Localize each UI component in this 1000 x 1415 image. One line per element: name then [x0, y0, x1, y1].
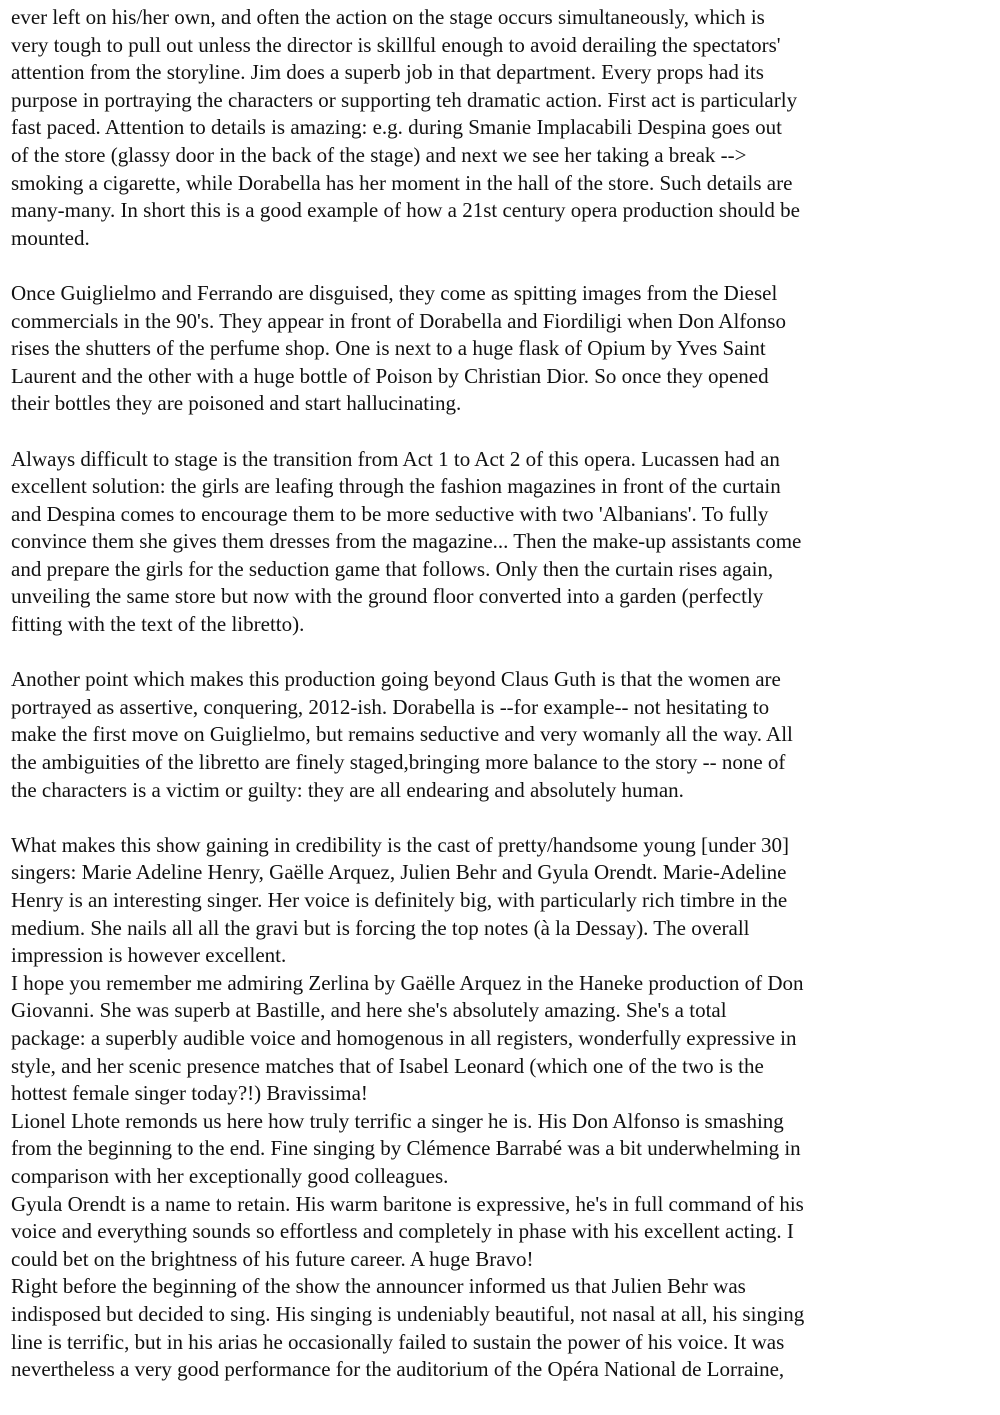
text-line: style, and her scenic presence matches that of Isabel Leonard (which one of the two is the — [11, 1053, 764, 1078]
text-line: of the store (glassy door in the back of the stage) and next we see her taking a break --> — [11, 142, 747, 167]
paragraph — [11, 832, 986, 1384]
text-line: the characters is a victim or guilty: they are all endearing and absolutely human. — [11, 777, 684, 802]
text-line: portrayed as assertive, conquering, 2012-ish. Dorabella is --for example-- not hesitating to — [11, 694, 770, 719]
text-line: I hope you remember me admiring Zerlina by Gaëlle Arquez in the Haneke production of Don — [11, 970, 804, 995]
text-line: Lionel Lhote remonds us here how truly terrific a singer he is. His Don Alfonso is smashing — [11, 1108, 784, 1133]
paragraph — [11, 4, 986, 252]
text-line: Right before the beginning of the show the announcer informed us that Julien Behr was — [11, 1274, 746, 1299]
text-line: Henry is an interesting singer. Her voice is definitely big, with particularly rich timbre in the — [11, 888, 788, 912]
text-line: unveiling the same store but now with the ground floor converted into a garden (perfectly — [11, 584, 764, 609]
paragraph — [11, 446, 986, 639]
text-line: the ambiguities of the libretto are finely staged,bringing more balance to the story -- none of — [11, 750, 786, 775]
text-line: What makes this show gaining in credibility is the cast of pretty/handsome young [under 30] — [11, 832, 790, 857]
text-line: line is terrific, but in his arias he occasionally failed to sustain the power of his voice. It was — [11, 1329, 785, 1354]
text-line: smoking a cigarette, while Dorabella has her moment in the hall of the store. Such details are — [11, 170, 793, 195]
text-line: excellent solution: the girls are leafing through the fashion magazines in front of the curtain — [11, 474, 781, 499]
paragraph — [11, 280, 986, 418]
text-line: many-many. In short this is a good example of how a 21st century opera production should be — [11, 198, 800, 223]
text-line: ever left on his/her own, and often the action on the stage occurs simultaneously, which is — [11, 5, 765, 29]
text-line: attention from the storyline. Jim does a superb job in that department. Every props had its — [11, 60, 764, 85]
text-line: Always difficult to stage is the transition from Act 1 to Act 2 of this opera. Lucassen had an — [11, 446, 780, 471]
text-line: rises the shutters of the perfume shop. One is next to a huge flask of Opium by Yves Saint — [11, 336, 766, 361]
text-line: convince them she gives them dresses from the magazine... Then the make-up assistants come — [11, 529, 802, 554]
text-line: very tough to pull out unless the director is skillful enough to avoid derailing the spectators' — [11, 32, 781, 57]
text-line: and prepare the girls for the seduction game that follows. Only then the curtain rises again, — [11, 556, 774, 581]
text-line: Another point which makes this production going beyond Claus Guth is that the women are — [11, 667, 781, 692]
text-line: Once Guiglielmo and Ferrando are disguised, they come as spitting images from the Diesel — [11, 280, 778, 305]
text-line: package: a superbly audible voice and homogenous in all registers, wonderfully expressive in — [11, 1025, 797, 1050]
text-line: singers: Marie Adeline Henry, Gaëlle Arquez, Julien Behr and Gyula Orendt. Marie-Adeline — [11, 860, 787, 885]
text-line: impression is however excellent. — [11, 943, 287, 968]
text-line: their bottles they are poisoned and start hallucinating. — [11, 391, 462, 416]
text-line: medium. She nails all all the gravi but is forcing the top notes (à la Dessay). The overall — [11, 915, 750, 940]
text-line: mounted. — [11, 225, 90, 250]
text-line: make the first move on Guiglielmo, but remains seductive and very womanly all the way. All — [11, 722, 793, 747]
text-line: Laurent and the other with a huge bottle of Poison by Christian Dior. So once they opened — [11, 363, 769, 388]
text-line: hottest female singer today?!) Bravissima! — [11, 1081, 368, 1106]
text-line: Gyula Orendt is a name to retain. His warm baritone is expressive, he's in full command of his — [11, 1191, 804, 1216]
text-line: voice and everything sounds so effortless and completely in phase with his excellent acting. I — [11, 1219, 794, 1244]
text-line: indisposed but decided to sing. His singing is undeniably beautiful, not nasal at all, his singing — [11, 1301, 805, 1326]
text-line: fitting with the text of the libretto). — [11, 612, 305, 637]
text-line: purpose in portraying the characters or supporting teh dramatic action. First act is particularly — [11, 87, 798, 112]
paragraph — [11, 666, 986, 804]
text-line: fast paced. Attention to details is amazing: e.g. during Smanie Implacabili Despina goes out — [11, 115, 782, 140]
text-line: commercials in the 90's. They appear in front of Dorabella and Fiordiligi when Don Alfonso — [11, 308, 786, 333]
text-line: and Despina comes to encourage them to be more seductive with two 'Albanians'. To fully — [11, 501, 769, 526]
text-line: nevertheless a very good performance for the auditorium of the Opéra National de Lorraine, — [11, 1357, 785, 1382]
text-line: comparison with her exceptionally good colleagues. — [11, 1163, 449, 1188]
text-line: could bet on the brightness of his future career. A huge Bravo! — [11, 1246, 534, 1271]
text-line: Giovanni. She was superb at Bastille, and here she's absolutely amazing. She's a total — [11, 998, 727, 1023]
text-line: from the beginning to the end. Fine singing by Clémence Barrabé was a bit underwhelming in — [11, 1136, 801, 1161]
